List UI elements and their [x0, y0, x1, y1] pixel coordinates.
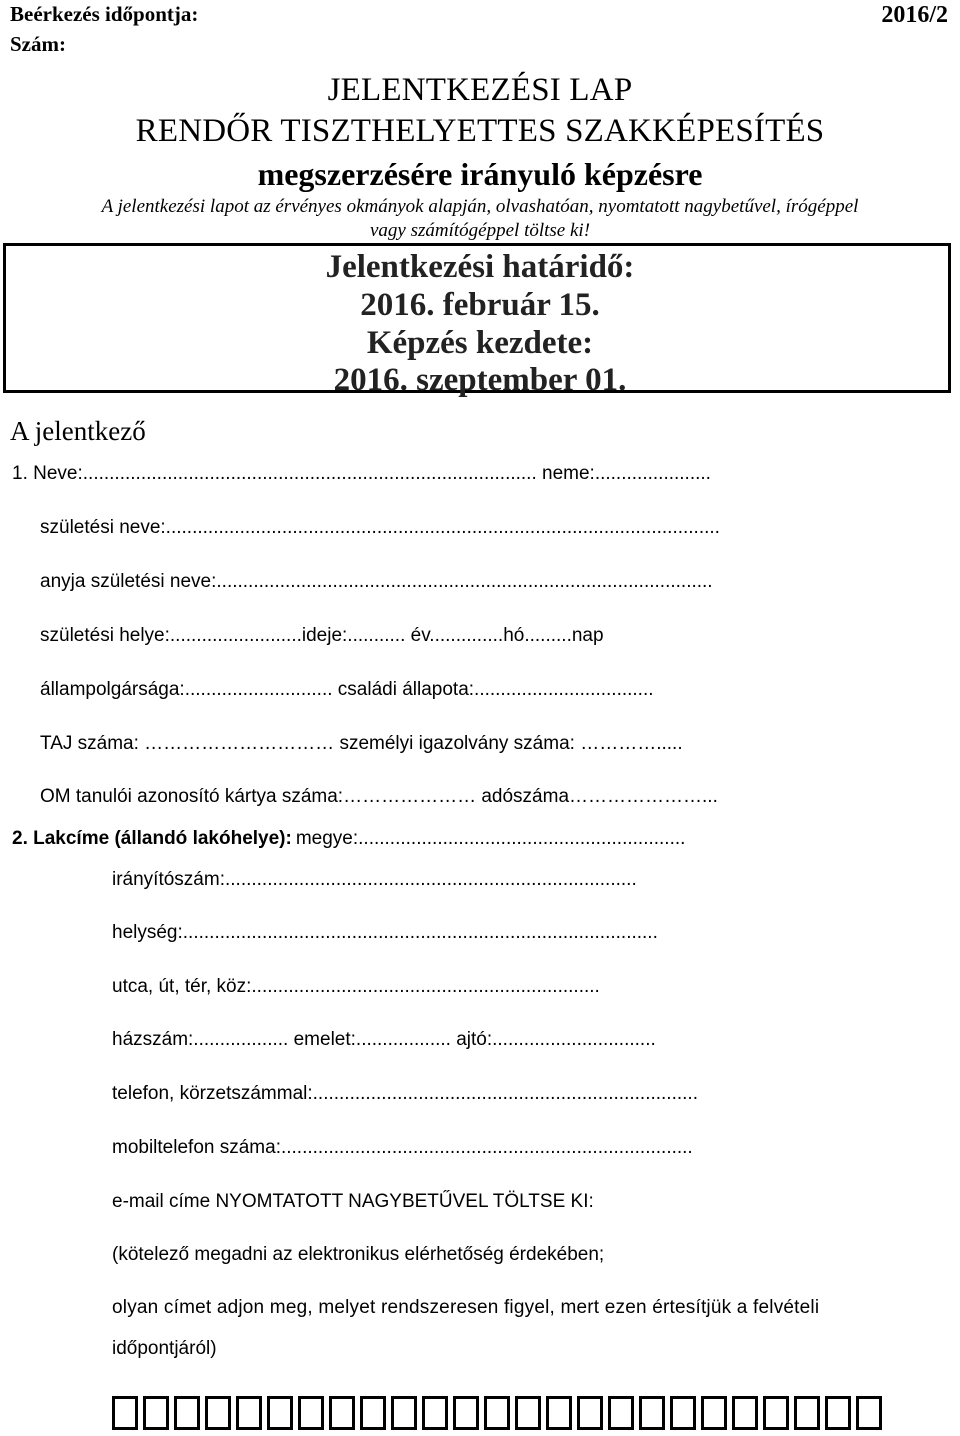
email-char-box[interactable] [639, 1396, 665, 1430]
deadline-box [3, 243, 951, 398]
email-char-box[interactable] [484, 1396, 510, 1430]
email-char-box[interactable] [825, 1396, 851, 1430]
name-field[interactable]: 1. Neve:...................................................................................... neme:...................... [12, 463, 711, 484]
email-char-box[interactable] [391, 1396, 417, 1430]
email-note-1: (kötelező megadni az elektronikus elérhetőség érdekében; [112, 1244, 605, 1265]
email-char-box[interactable] [794, 1396, 820, 1430]
email-char-box[interactable] [546, 1396, 572, 1430]
training-start-date: 2016. szeptember 01. [333, 362, 627, 398]
phone-field[interactable]: telefon, körzetszámmal:......................................................................... [112, 1083, 698, 1104]
birth-place-date-field[interactable]: születési helye:.........................ideje:........... év..............hó.........nap [40, 625, 604, 646]
registration-number-label: Szám: [10, 32, 66, 56]
email-char-box[interactable] [608, 1396, 634, 1430]
training-start-label: Képzés kezdete: [366, 325, 594, 361]
address-section-title: 2. Lakcíme (állandó lakóhelye): [12, 828, 292, 849]
email-note-3: időpontjáról) [112, 1338, 217, 1359]
email-char-box[interactable] [267, 1396, 293, 1430]
mother-name-field[interactable]: anyja születési neve:.............................................................................................. [40, 571, 713, 592]
form-purpose: megszerzésére irányuló képzésre [257, 156, 703, 192]
instruction-line-2: vagy számítógéppel töltse ki! [369, 220, 591, 241]
taj-id-field[interactable]: TAJ száma: ………………………… személyi igazolvány száma: …………..... [40, 733, 683, 754]
email-char-box[interactable] [453, 1396, 479, 1430]
arrival-time-label: Beérkezés időpontja: [10, 2, 199, 26]
email-char-box[interactable] [143, 1396, 169, 1430]
email-char-box[interactable] [174, 1396, 200, 1430]
om-tax-field[interactable]: OM tanulói azonosító kártya száma:………………… adószáma…………………... [40, 786, 718, 807]
email-char-box[interactable] [763, 1396, 789, 1430]
email-character-boxes[interactable] [112, 1396, 882, 1430]
instruction-line-1: A jelentkezési lapot az érvényes okmányok alapján, olvashatóan, nyomtatott nagybetűvel, írógéppel [101, 196, 859, 217]
birth-name-field[interactable]: születési neve:......................................................................................................... [40, 517, 720, 538]
email-char-box[interactable] [112, 1396, 138, 1430]
email-char-box[interactable] [856, 1396, 882, 1430]
email-char-box[interactable] [205, 1396, 231, 1430]
citizenship-field[interactable]: állampolgársága:............................ családi állapota:.................................. [40, 679, 654, 700]
house-field[interactable]: házszám:.................. emelet:.................. ajtó:............................... [112, 1029, 656, 1050]
email-char-box[interactable] [732, 1396, 758, 1430]
email-char-box[interactable] [298, 1396, 324, 1430]
street-field[interactable]: utca, út, tér, köz:.................................................................. [112, 976, 600, 997]
mobile-field[interactable]: mobiltelefon száma:.............................................................................. [112, 1137, 693, 1158]
form-subtitle: RENDŐR TISZTHELYETTES SZAKKÉPESÍTÉS [135, 113, 825, 149]
document-code: 2016/2 [881, 2, 948, 28]
email-char-box[interactable] [701, 1396, 727, 1430]
deadline-date: 2016. február 15. [360, 287, 600, 323]
county-field[interactable]: megye:.............................................................. [295, 828, 686, 849]
city-field[interactable]: helység:.......................................................................................... [112, 922, 658, 943]
email-char-box[interactable] [360, 1396, 386, 1430]
email-char-box[interactable] [515, 1396, 541, 1430]
email-char-box[interactable] [577, 1396, 603, 1430]
form-title: JELENTKEZÉSI LAP [327, 72, 633, 108]
email-char-box[interactable] [329, 1396, 355, 1430]
email-char-box[interactable] [236, 1396, 262, 1430]
zip-field[interactable]: irányítószám:.............................................................................. [112, 869, 637, 890]
email-note-2: olyan címet adjon meg, melyet rendszeresen figyel, mert ezen értesítjük a felvételi [112, 1297, 820, 1318]
email-label: e-mail címe NYOMTATOTT NAGYBETŰVEL TÖLTSE KI: [112, 1191, 594, 1212]
address-row [12, 828, 685, 850]
applicant-section-title: A jelentkező [10, 416, 146, 446]
email-char-box[interactable] [422, 1396, 448, 1430]
email-char-box[interactable] [670, 1396, 696, 1430]
deadline-label: Jelentkezési határidő: [325, 249, 635, 285]
